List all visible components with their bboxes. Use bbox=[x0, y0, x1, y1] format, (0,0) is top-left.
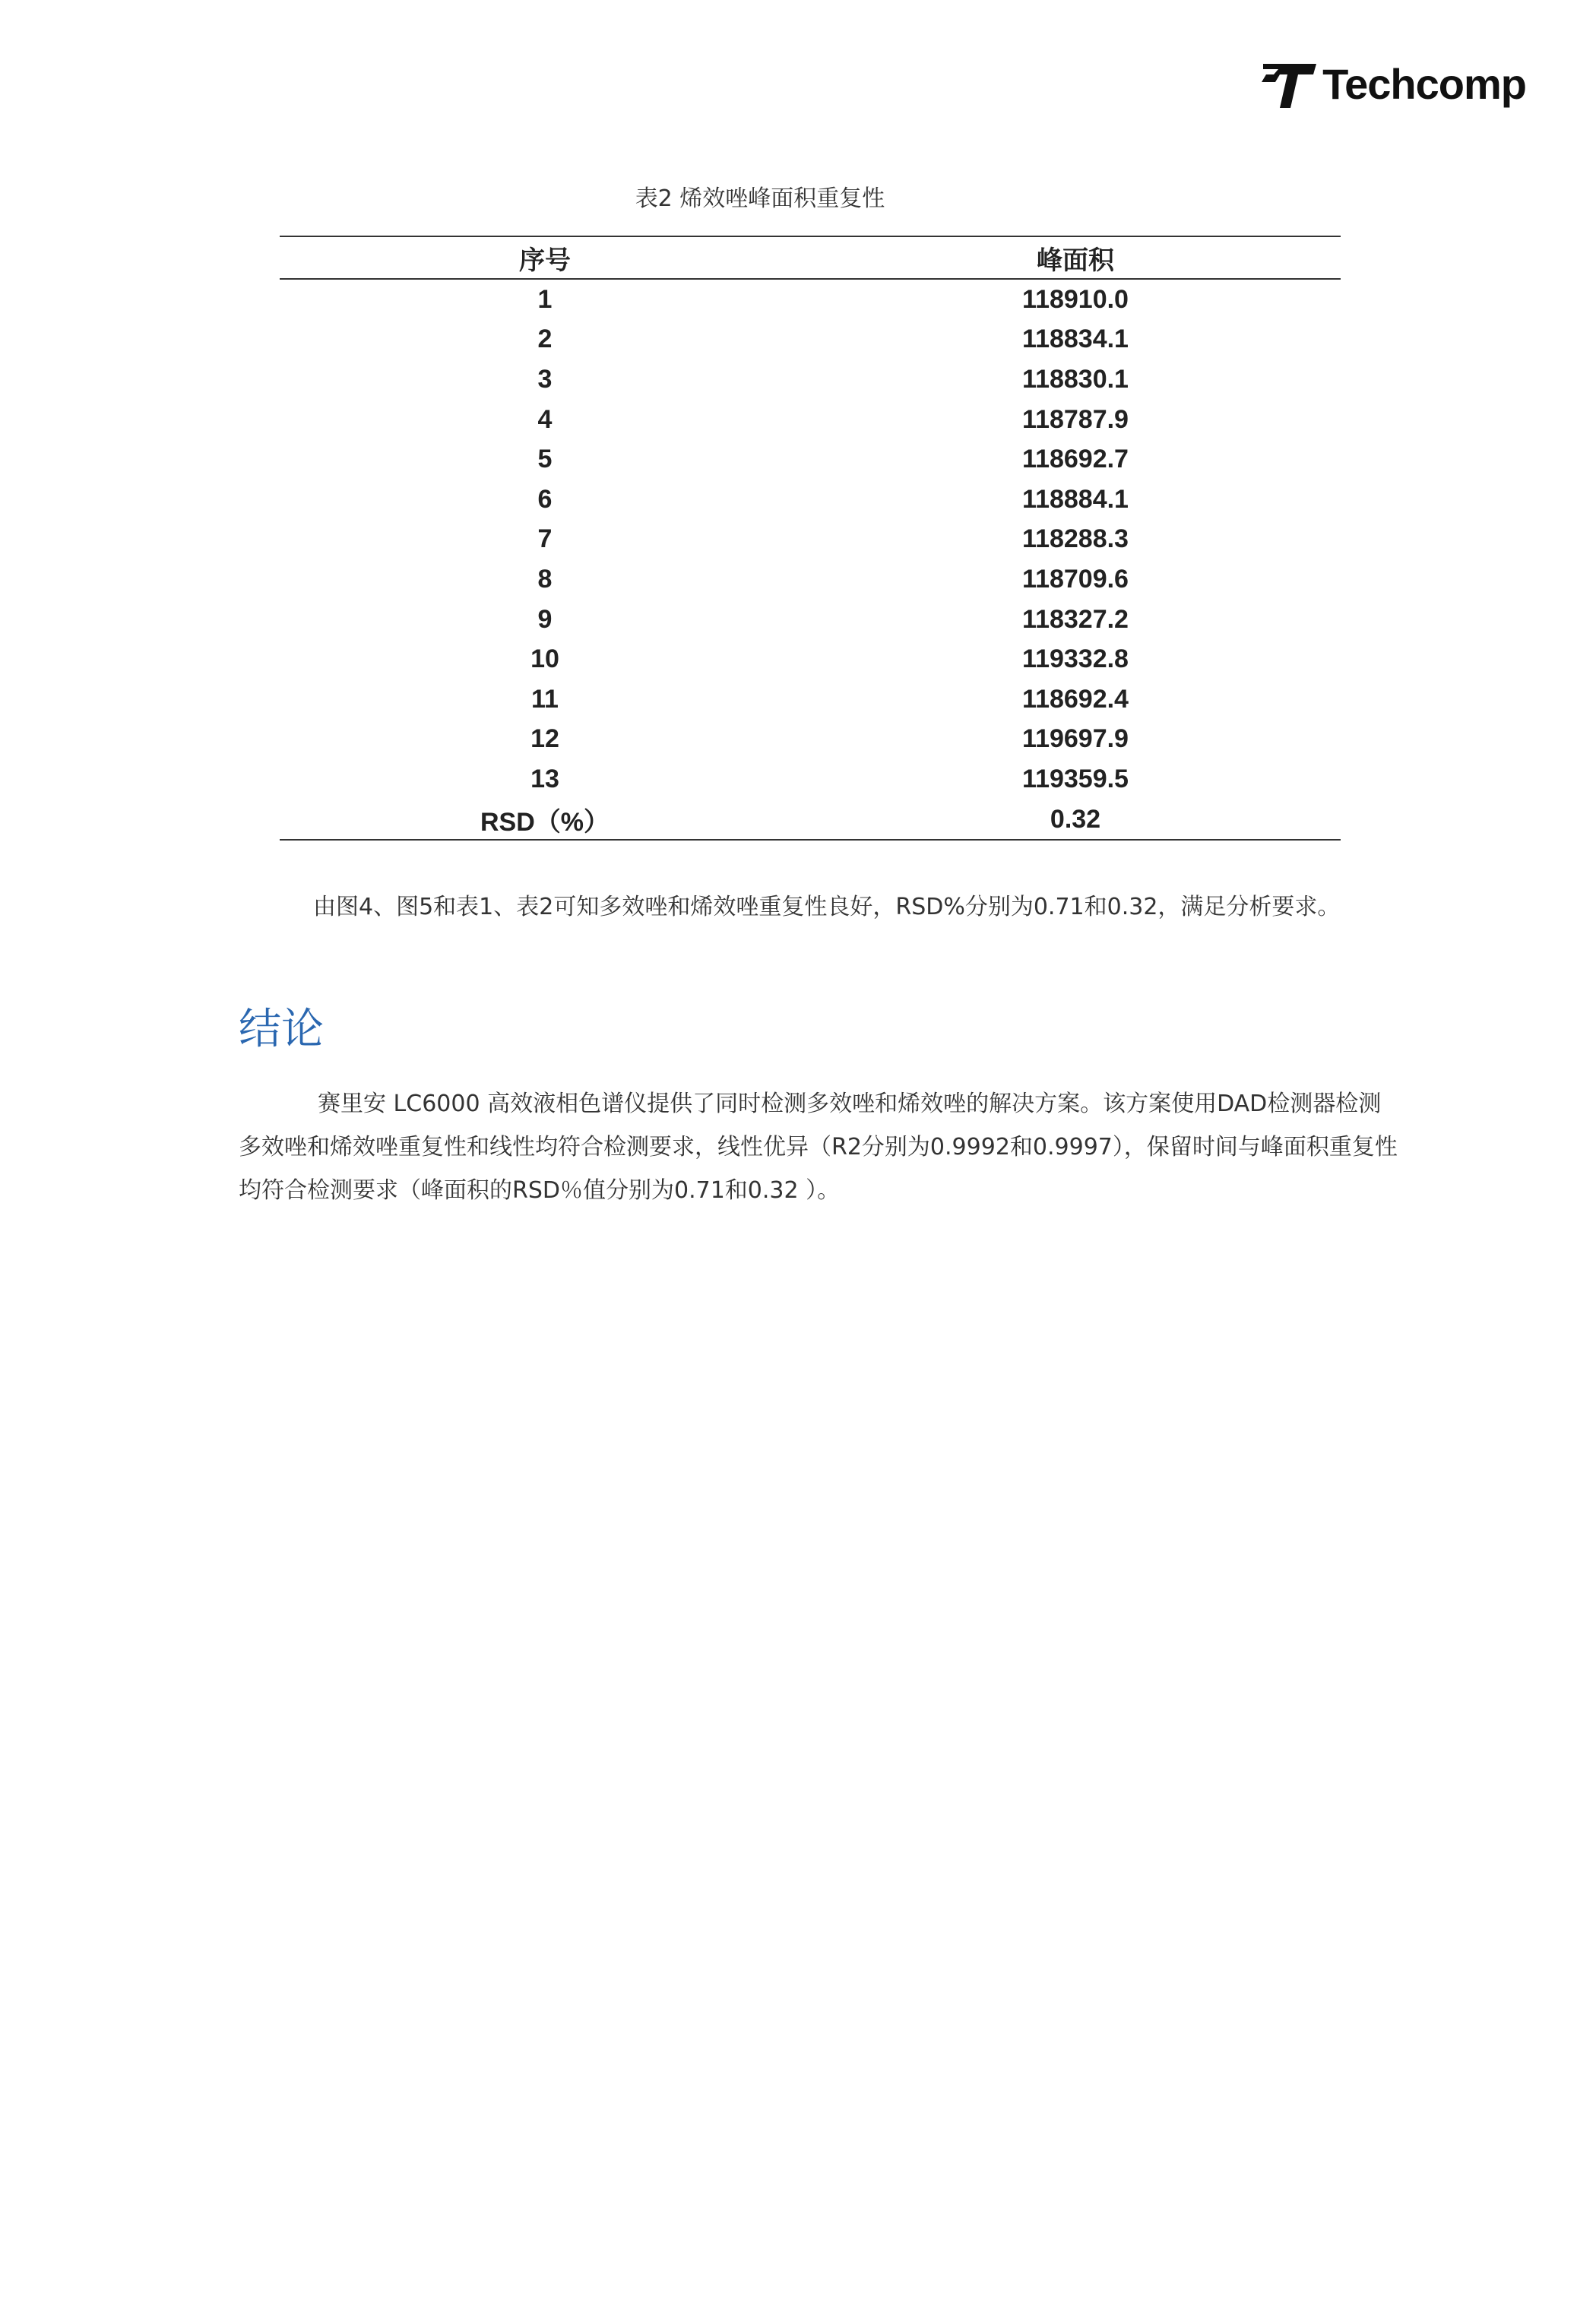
cell-index: 3 bbox=[537, 364, 553, 394]
cell-peak-area: 118834.1 bbox=[1022, 325, 1129, 354]
table-row bbox=[280, 559, 1341, 600]
table-header-row bbox=[280, 237, 1341, 280]
table-row bbox=[280, 400, 1341, 440]
table-row bbox=[280, 759, 1341, 799]
column-header-index: 序号 bbox=[519, 245, 571, 275]
cell-peak-area: 118709.6 bbox=[1022, 564, 1129, 594]
cell-peak-area: 119697.9 bbox=[1022, 724, 1129, 754]
cell-rsd-value: 0.32 bbox=[1050, 804, 1101, 834]
peak-area-table bbox=[280, 236, 1341, 841]
cell-index: 10 bbox=[530, 644, 559, 674]
conclusion-line: 均符合检测要求（峰面积的RSD％值分别为0.71和0.32 ）。 bbox=[239, 1177, 841, 1204]
cell-peak-area: 118327.2 bbox=[1022, 604, 1129, 634]
conclusion-line: 多效唑和烯效唑重复性和线性均符合检测要求，线性优异（R2分别为0.9992和0.9997），保留时间与峰面积重复性 bbox=[239, 1134, 1398, 1160]
cell-index: 1 bbox=[537, 284, 553, 314]
cell-index: 13 bbox=[530, 764, 559, 793]
techcomp-logo-icon bbox=[1260, 59, 1319, 109]
table-row-rsd bbox=[280, 799, 1341, 840]
repeatability-note: 由图4、图5和表1、表2可知多效唑和烯效唑重复性良好，RSD%分别为0.71和0.32，满足分析要求。 bbox=[313, 894, 1341, 920]
table-row bbox=[280, 320, 1341, 360]
cell-rsd-label: RSD（%） bbox=[480, 807, 610, 837]
section-title-conclusion: 结论 bbox=[239, 1005, 324, 1054]
table-row bbox=[280, 639, 1341, 679]
cell-peak-area: 118884.1 bbox=[1022, 484, 1129, 514]
cell-index: 8 bbox=[537, 564, 553, 594]
cell-index: 7 bbox=[537, 524, 553, 554]
table-row bbox=[280, 359, 1341, 400]
conclusion-paragraph bbox=[239, 1082, 1447, 1212]
cell-peak-area: 118910.0 bbox=[1022, 284, 1129, 314]
cell-index: 5 bbox=[537, 445, 553, 474]
cell-peak-area: 118787.9 bbox=[1022, 404, 1129, 434]
cell-peak-area: 119332.8 bbox=[1022, 644, 1129, 674]
conclusion-line: 赛里安 LC6000 高效液相色谱仪提供了同时检测多效唑和烯效唑的解决方案。该方案使用DAD检测器检测 bbox=[318, 1091, 1382, 1117]
cell-index: 12 bbox=[530, 724, 559, 754]
table-row bbox=[280, 280, 1341, 320]
techcomp-logo bbox=[1260, 59, 1526, 109]
cell-peak-area: 118692.4 bbox=[1022, 684, 1129, 714]
cell-index: 6 bbox=[537, 484, 553, 514]
table-row bbox=[280, 679, 1341, 720]
table-row bbox=[280, 720, 1341, 760]
cell-peak-area: 119359.5 bbox=[1022, 764, 1129, 793]
table-row bbox=[280, 480, 1341, 520]
cell-index: 11 bbox=[531, 684, 559, 714]
table-row bbox=[280, 600, 1341, 640]
cell-index: 9 bbox=[537, 604, 553, 634]
table-row bbox=[280, 439, 1341, 480]
column-header-peak-area: 峰面积 bbox=[1037, 245, 1114, 275]
logo-text: Techcomp bbox=[1322, 60, 1526, 108]
cell-index: 4 bbox=[537, 404, 553, 434]
cell-peak-area: 118830.1 bbox=[1022, 364, 1129, 394]
cell-peak-area: 118288.3 bbox=[1022, 524, 1129, 554]
cell-index: 2 bbox=[537, 325, 553, 354]
table-row bbox=[280, 520, 1341, 560]
cell-peak-area: 118692.7 bbox=[1022, 445, 1129, 474]
table-caption: 表2 烯效唑峰面积重复性 bbox=[635, 185, 885, 212]
